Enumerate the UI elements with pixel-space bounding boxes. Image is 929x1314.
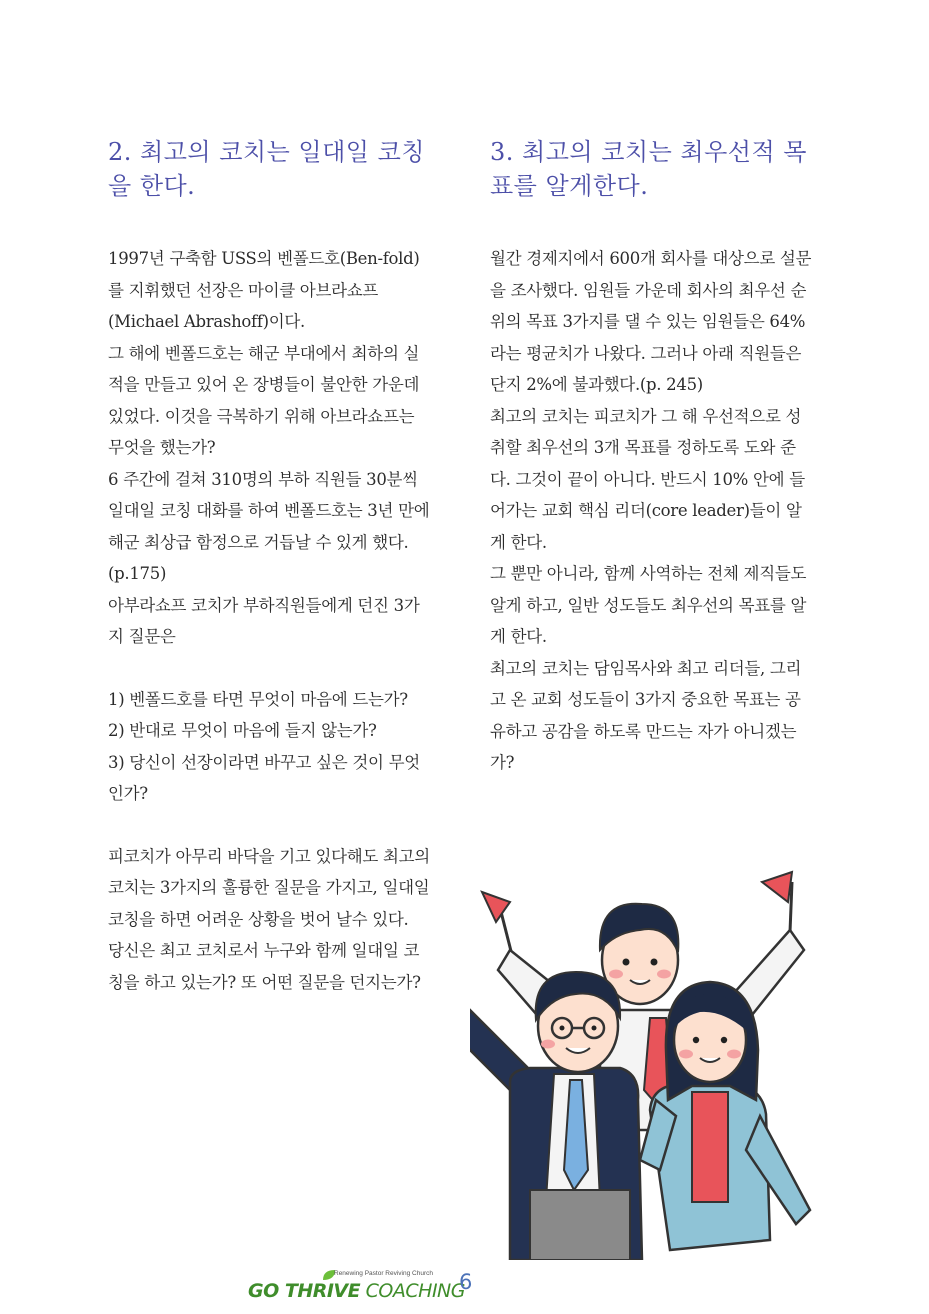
spacer [108,653,430,684]
left-column [108,135,430,998]
brand-go: GO [248,1280,285,1302]
paragraph: 1997년 구축함 USS의 벤폴드호(Ben-fold)를 지휘했던 선장은 마이클 아브라쇼프(Michael Abrashoff)이다. [108,249,420,331]
left-body [108,243,430,998]
spacer [108,810,430,841]
flag-left-icon [482,892,512,955]
cheering-team-illustration [470,860,830,1260]
paragraph: 당신은 최고 코치로서 누구와 함께 일대일 코칭을 하고 있는가? 또 어떤 질문을 던지는가? [108,941,421,992]
paragraph: 6 주간에 걸쳐 310명의 부하 직원들 30분씩 일대일 코칭 대화를 하여 벤폴드호는 3년 만에 해군 최상급 함정으로 거듭날 수 있게 했다.(p.175) [108,469,430,583]
man-glasses-figure [470,972,642,1260]
paragraph: 월간 경제지에서 600개 회사를 대상으로 설문을 조사했다. 임원들 가운데 회사의 최우선 순위의 목표 3가지를 댈 수 있는 임원들은 64%라는 평균치가 나왔다. 그러나 아래 직원들은 단지 2%에 불과했다.(p. 245) [490,249,812,394]
flag-right-icon [762,872,792,932]
paragraph: 최고의 코치는 피코치가 그 해 우선적으로 성취할 최우선의 3개 목표를 정하도록 도와 준다. 그것이 끝이 아니다. 반드시 10% 안에 들어가는 교회 핵심 리더(core leader)들이 알게 한다. [490,406,805,552]
section-heading-left: 2. 최고의 코치는 일대일 코칭을 한다. [108,138,425,200]
brand-name [248,1280,465,1302]
footer-logo [248,1262,488,1306]
question-item: 3) 당신이 선장이라면 바꾸고 싶은 것이 무엇인가? [108,752,420,803]
right-column [490,135,812,779]
brand-thrive: THRIVE [284,1280,361,1302]
section-heading-right: 3. 최고의 코치는 최우선적 목표를 알게한다. [490,138,807,200]
paragraph: 그 해에 벤폴드호는 해군 부대에서 최하의 실적을 만들고 있어 온 장병들이 불안한 가운데 있었다. 이것을 극복하기 위해 아브라쇼프는 무엇을 했는가? [108,343,420,457]
page-number: 6 [459,1270,473,1294]
right-body [490,243,812,779]
question-item: 2) 반대로 무엇이 마음에 들지 않는가? [108,721,377,740]
paragraph: 아부라쇼프 코치가 부하직원들에게 던진 3가지 질문은 [108,595,420,646]
question-item: 1) 벤폴드호를 타면 무엇이 마음에 드는가? [108,689,408,709]
paragraph: 피코치가 아무리 바닥을 기고 있다해도 최고의 코치는 3가지의 훌륭한 질문을 가지고, 일대일 코칭을 하면 어려운 상황을 벗어 날수 있다. [108,846,430,929]
brand-coaching: COACHING [360,1280,465,1302]
paragraph: 최고의 코치는 담임목사와 최고 리더들, 그리고 온 교회 성도들이 3가지 중요한 목표는 공유하고 공감을 하도록 만드는 자가 아니겠는가? [490,658,802,772]
footer-tagline: Renewing Pastor Reviving Church [334,1270,433,1277]
paragraph: 그 뿐만 아니라, 함께 사역하는 전체 제직들도 알게 하고, 일반 성도들도 최우선의 목표를 알게 한다. [490,564,807,646]
